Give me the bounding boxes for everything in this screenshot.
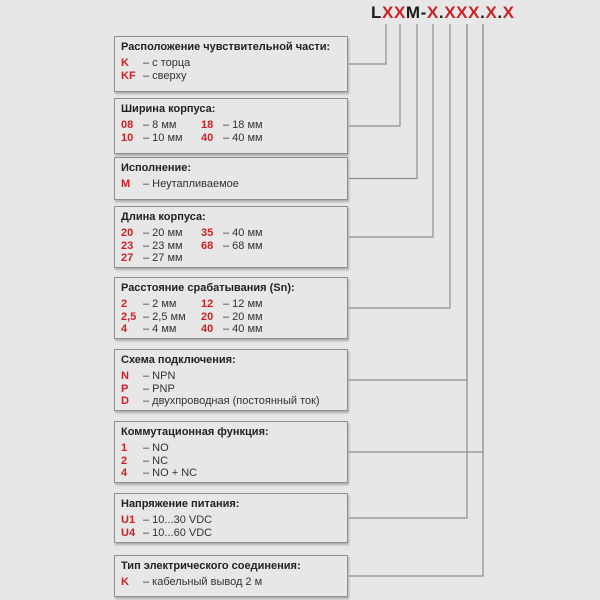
option-description: – 10...60 VDC xyxy=(143,526,213,539)
option-cell xyxy=(201,298,281,311)
option-cell xyxy=(121,527,212,540)
section-box xyxy=(114,36,348,92)
section-title: Расположение чувствительной части: xyxy=(121,41,331,53)
option-description: – с торца xyxy=(143,57,191,69)
option-row xyxy=(121,227,341,240)
option-cell xyxy=(201,323,281,336)
option-description: – сверху xyxy=(143,69,187,82)
option-row xyxy=(121,455,341,468)
option-code: U1 xyxy=(121,514,136,526)
option-description: – 2 мм xyxy=(143,298,177,310)
option-code: 40 xyxy=(201,131,214,144)
option-cell xyxy=(121,467,197,480)
option-cell xyxy=(201,311,281,324)
option-row xyxy=(121,252,341,265)
section-title: Исполнение: xyxy=(121,162,192,174)
section-box xyxy=(114,98,348,154)
option-description: – 8 мм xyxy=(143,119,177,131)
option-code: 2 xyxy=(121,454,128,467)
option-cell xyxy=(121,119,201,132)
option-cell xyxy=(121,311,201,324)
option-code: 20 xyxy=(201,310,214,323)
option-cell xyxy=(121,395,320,408)
option-cell xyxy=(121,252,183,265)
option-code: 4 xyxy=(121,467,128,479)
option-description: – кабельный вывод 2 м xyxy=(143,576,263,588)
option-cell xyxy=(201,227,281,240)
model-code-char: . xyxy=(438,3,445,22)
option-cell xyxy=(121,70,187,83)
connector-line xyxy=(349,24,483,452)
model-code-char: M xyxy=(405,3,421,22)
option-code: 20 xyxy=(121,227,134,239)
option-row xyxy=(121,311,341,324)
option-code: 68 xyxy=(201,239,214,252)
option-row xyxy=(121,527,341,540)
option-cell xyxy=(121,178,239,191)
section-box xyxy=(114,277,348,339)
option-description: – PNP xyxy=(143,382,175,395)
option-code: 23 xyxy=(121,239,134,252)
model-code-char: . xyxy=(480,3,486,22)
option-description: – NC xyxy=(143,454,169,467)
connector-line xyxy=(349,24,417,179)
model-code xyxy=(371,3,515,23)
option-description: – 68 мм xyxy=(223,239,263,252)
option-cell xyxy=(121,227,201,240)
section-box xyxy=(114,421,348,483)
option-description: – 4 мм xyxy=(143,323,177,335)
section-title: Тип электрического соединения: xyxy=(121,560,301,572)
section-title: Ширина корпуса: xyxy=(121,103,216,115)
option-row xyxy=(121,57,341,70)
option-code: 35 xyxy=(201,227,214,239)
section-box xyxy=(114,555,348,597)
option-code: 1 xyxy=(121,442,128,454)
option-code: 18 xyxy=(201,119,214,131)
option-cell xyxy=(121,298,201,311)
option-code: 12 xyxy=(201,298,214,310)
model-code-char: X xyxy=(456,3,469,22)
option-cell xyxy=(121,370,175,383)
option-description: – 12 мм xyxy=(223,298,263,310)
option-code: U4 xyxy=(121,526,136,539)
option-code: 4 xyxy=(121,323,128,335)
option-code: 2,5 xyxy=(121,310,137,323)
option-cell xyxy=(121,383,175,396)
section-title: Коммутационная функция: xyxy=(121,426,269,438)
section-box xyxy=(114,157,348,200)
option-description: – двухпроводная (постоянный ток) xyxy=(143,395,320,407)
option-row xyxy=(121,323,341,336)
connector-line xyxy=(349,24,386,64)
option-code: D xyxy=(121,395,129,407)
option-cell xyxy=(121,132,201,145)
model-code-char: X xyxy=(468,3,481,22)
option-code: 2 xyxy=(121,298,128,310)
connector-line xyxy=(349,24,467,518)
option-code: 08 xyxy=(121,119,134,131)
option-code: KF xyxy=(121,69,136,82)
option-cell xyxy=(121,57,190,70)
option-row xyxy=(121,132,341,145)
section-box xyxy=(114,349,348,411)
option-row xyxy=(121,178,341,191)
option-row xyxy=(121,70,341,83)
option-row xyxy=(121,514,341,527)
option-description: – NPN xyxy=(143,370,176,382)
section-title: Схема подключения: xyxy=(121,354,236,366)
option-code: 40 xyxy=(201,323,214,335)
option-description: – 23 мм xyxy=(143,239,183,252)
connector-line xyxy=(349,24,433,237)
model-code-char: X xyxy=(381,3,394,22)
option-description: – NO + NC xyxy=(143,467,198,479)
option-cell xyxy=(121,576,262,589)
option-description: – Неутапливаемое xyxy=(143,178,239,190)
connector-line xyxy=(349,24,467,380)
option-description: – 2,5 мм xyxy=(143,310,186,323)
option-code: K xyxy=(121,57,129,69)
option-code: P xyxy=(121,382,129,395)
option-description: – 40 мм xyxy=(223,131,263,144)
option-cell xyxy=(201,119,281,132)
model-code-char: X xyxy=(426,3,439,22)
option-row xyxy=(121,395,341,408)
option-code: M xyxy=(121,178,131,190)
option-cell xyxy=(201,132,281,145)
option-row xyxy=(121,467,341,480)
option-code: K xyxy=(121,576,129,588)
model-code-char: X xyxy=(485,3,498,22)
option-cell xyxy=(121,323,201,336)
option-row xyxy=(121,240,341,253)
model-code-char: . xyxy=(497,3,503,22)
section-title: Длина корпуса: xyxy=(121,211,206,223)
option-row xyxy=(121,442,341,455)
model-code-char: X xyxy=(393,3,406,22)
option-description: – 20 мм xyxy=(223,310,263,323)
option-description: – 40 мм xyxy=(223,227,263,239)
option-description: – 10 мм xyxy=(143,131,183,144)
option-code: N xyxy=(121,370,129,382)
model-code-char: L xyxy=(371,3,382,22)
option-row xyxy=(121,576,341,589)
model-code-char: - xyxy=(420,3,427,22)
option-row xyxy=(121,370,341,383)
section-box xyxy=(114,206,348,268)
section-title: Напряжение питания: xyxy=(121,498,240,510)
section-title: Расстояние срабатывания (Sn): xyxy=(121,282,295,294)
option-description: – 40 мм xyxy=(223,323,263,335)
option-code: 27 xyxy=(121,252,134,264)
option-description: – 27 мм xyxy=(143,252,183,264)
section-box xyxy=(114,493,348,543)
option-row xyxy=(121,383,341,396)
model-code-char: X xyxy=(502,3,515,22)
option-cell xyxy=(121,240,201,253)
option-row xyxy=(121,119,341,132)
option-cell xyxy=(201,240,281,253)
option-cell xyxy=(121,442,169,455)
option-cell xyxy=(121,514,212,527)
option-description: – NO xyxy=(143,442,169,454)
option-code: 10 xyxy=(121,131,134,144)
model-code-char: X xyxy=(444,3,457,22)
option-description: – 18 мм xyxy=(223,119,263,131)
option-description: – 20 мм xyxy=(143,227,183,239)
connector-line xyxy=(349,24,400,126)
connector-line xyxy=(349,24,483,576)
option-row xyxy=(121,298,341,311)
option-cell xyxy=(121,455,168,468)
option-description: – 10...30 VDC xyxy=(143,514,213,526)
